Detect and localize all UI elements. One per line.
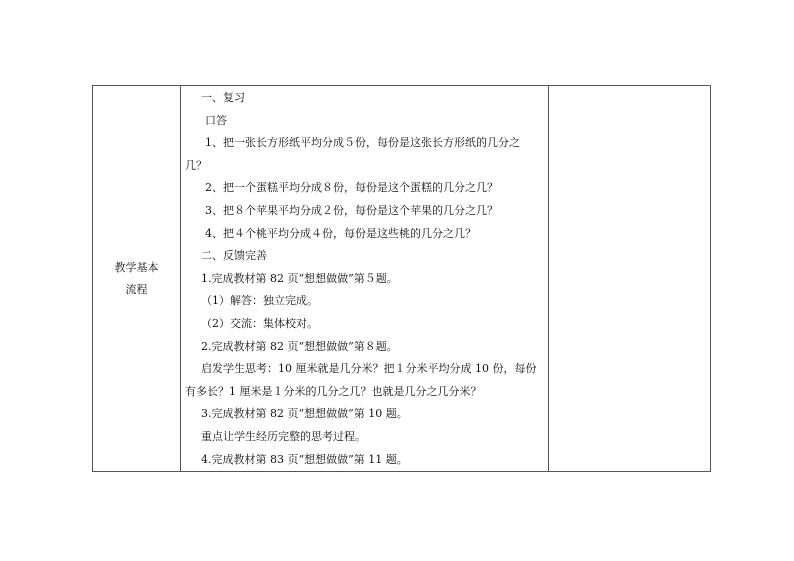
- content-line: 3.完成教材第 82 页“想想做做”第 10 题。: [201, 407, 408, 421]
- notes-cell: [549, 86, 711, 472]
- content-line: 2.完成教材第 82 页“想想做做”第８题。: [201, 339, 398, 353]
- lesson-plan-table: [92, 85, 711, 472]
- section-heading-review: 一、复习: [201, 91, 245, 104]
- content-line: （1）解答：独立完成。: [201, 294, 318, 308]
- table-row: [93, 86, 711, 472]
- content-line: 1、把一张长方形纸平均分成５份，每份是这张长方形纸的几分之: [205, 136, 520, 150]
- content-line: 口答: [205, 113, 227, 127]
- content-cell: [181, 86, 549, 472]
- content-line: 1.完成教材第 82 页“想想做做”第５题。: [201, 271, 398, 285]
- content-line: 有多长？1 厘米是１分米的几分之几？也就是几分之几分米？: [185, 384, 482, 398]
- section-heading-feedback: 二、反馈完善: [201, 249, 267, 263]
- content-line: 重点让学生经历完整的思考过程。: [201, 429, 366, 443]
- content-line: 4、把４个桃平均分成４份，每份是这些桃的几分之几？: [205, 226, 476, 240]
- content-line: 2、把一个蛋糕平均分成８份，每份是这个蛋糕的几分之几？: [205, 181, 498, 195]
- content-lines: [181, 86, 548, 471]
- row-label-line-2: 流程: [125, 282, 148, 296]
- content-line: 3、把８个苹果平均分成２份，每份是这个苹果的几分之几？: [205, 203, 498, 217]
- row-label-cell: [93, 86, 181, 472]
- content-line: 启发学生思考：10 厘米就是几分米？把１分米平均分成 10 份，每份: [201, 362, 537, 376]
- content-line: （2）交流：集体校对。: [201, 316, 318, 330]
- row-label-line-1: 教学基本: [114, 260, 159, 274]
- content-line: 4.完成教材第 83 页“想想做做”第 11 题。: [201, 452, 408, 466]
- content-line: 几？: [185, 158, 207, 172]
